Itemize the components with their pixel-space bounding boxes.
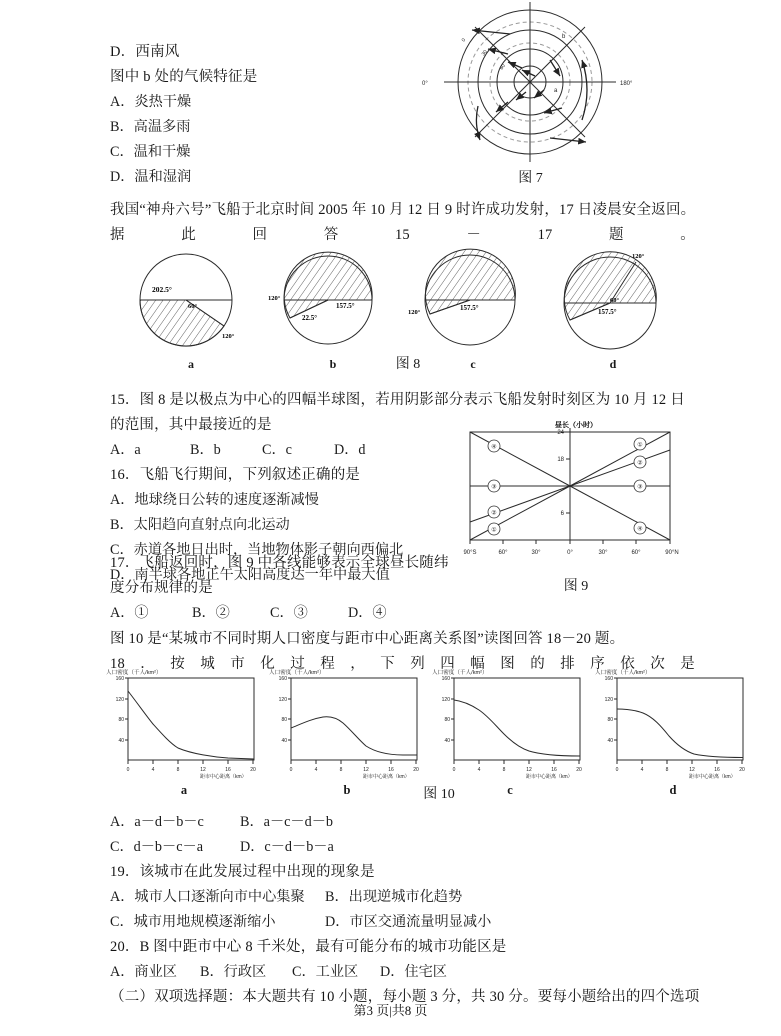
svg-text:④: ④ (491, 444, 497, 451)
fig9-ytick-6: 6 (560, 511, 564, 517)
fig10d-curve (617, 709, 743, 758)
q15-option-b[interactable]: B．b (190, 442, 221, 458)
fig10a-curve (128, 691, 254, 759)
q15-option-c[interactable]: C．c (262, 442, 292, 458)
fig9-ytick-18: 18 (557, 457, 564, 463)
q18-w19: 是 (680, 656, 695, 672)
svg-text:4: 4 (151, 767, 155, 773)
svg-text:40: 40 (281, 738, 287, 744)
q18-w16: 序 (590, 656, 605, 672)
fig8d-label-1575: 157.5° (598, 308, 617, 316)
svg-text:0: 0 (289, 767, 293, 773)
figure-10-panel-d-label: d (669, 783, 677, 797)
figure-10-panel-b (267, 666, 432, 797)
q19-option-d[interactable]: D．市区交通流量明显减小 (325, 914, 492, 930)
intro2-w6: 17 (537, 227, 553, 243)
fig9-xtick-60s: 60° (498, 550, 508, 556)
figure-10-panel-c-label: c (507, 783, 513, 797)
fig8b-label-1575: 157.5° (336, 302, 355, 310)
svg-text:距市中心距离（km）: 距市中心距离（km） (363, 774, 410, 780)
fig10-intro: 图 10 是“某城市不同时期人口密度与距市中心距离关系图”读图回答 18－20 题。 (110, 631, 625, 647)
q17-option-a[interactable]: A．① (110, 605, 149, 621)
figure-8-panel-d-label: d (609, 357, 617, 371)
figure-8-panel-a-label: a (188, 357, 194, 371)
figure-10 (104, 666, 774, 806)
svg-text:12: 12 (526, 767, 532, 773)
fig7-lat-60: 60 (498, 63, 507, 72)
shenzhou-intro-line2 (110, 223, 695, 248)
q17-stem-line2: 度分布规律的是 (110, 580, 213, 596)
fig9-xtick-30s: 30° (531, 550, 541, 556)
q18-options-row1 (110, 810, 510, 835)
page-footer: 第3 页|共8 页 (353, 1003, 428, 1018)
q18-option-c[interactable]: C．d－b－c－a (110, 839, 203, 855)
svg-text:距市中心距离（km）: 距市中心距离（km） (526, 774, 573, 780)
svg-text:8: 8 (665, 767, 669, 773)
svg-text:160: 160 (278, 676, 287, 682)
intro2-w0: 据 (110, 227, 125, 243)
svg-text:①: ① (491, 527, 497, 534)
svg-text:0: 0 (615, 767, 619, 773)
svg-text:80: 80 (118, 717, 124, 723)
svg-text:4: 4 (640, 767, 644, 773)
q19-stem: 19．该城市在此发展过程中出现的现象是 (110, 864, 375, 880)
svg-text:16: 16 (225, 767, 231, 773)
shenzhou-intro: 我国“神舟六号”飞船于北京时间 2005 年 10 月 12 日 9 时许成功发射，17 日凌晨安全返回。 (110, 202, 696, 218)
q18-w6: 过 (290, 656, 305, 672)
q16-option-d[interactable]: D．南半球各地正午太阳高度达一年中最大值 (110, 567, 390, 583)
fig8a-label-120: 120° (222, 333, 235, 340)
q18-w7: 程 (320, 656, 335, 672)
intro2-w5: － (466, 227, 482, 243)
q14b-option-b[interactable]: B．高温多雨 (110, 119, 191, 135)
figure-7-caption: 图 7 (518, 171, 543, 186)
svg-text:4: 4 (314, 767, 318, 773)
q15-option-a[interactable]: A．a (110, 442, 141, 458)
q18-w5: 化 (260, 656, 275, 672)
svg-text:120: 120 (604, 697, 613, 703)
svg-text:16: 16 (388, 767, 394, 773)
q18-w13: 图 (500, 656, 515, 672)
fig8b-label-225: 22.5° (302, 314, 318, 322)
q18-w10: 列 (410, 656, 425, 672)
q18-w9: 下 (380, 656, 395, 672)
svg-text:距市中心距离（km）: 距市中心距离（km） (200, 774, 247, 780)
q19-option-c[interactable]: C．城市用地规模逐渐缩小 (110, 914, 276, 930)
figure-9 (460, 418, 692, 600)
q20-stem: 20．B 图中距市中心 8 千米处，最有可能分布的城市功能区是 (110, 939, 507, 955)
fig9-xtick-90n: 90°N (665, 550, 679, 556)
q16-stem: 16．飞船飞行期间，下列叙述正确的是 (110, 467, 361, 483)
figure-9-caption: 图 9 (563, 579, 589, 594)
svg-text:12: 12 (200, 767, 206, 773)
fig9-xtick-30n: 30° (598, 550, 608, 556)
figure-8-panel-b (268, 248, 398, 370)
figure-10-caption: 图 10 (423, 787, 455, 802)
fig7-label-left: 0° (422, 81, 428, 87)
q16-option-a[interactable]: A．地球绕日公转的速度逐渐减慢 (110, 492, 319, 508)
fig7-lat-30: 30 (480, 49, 489, 58)
q14b-stem: 图中 b 处的气候特征是 (110, 69, 258, 85)
q19-options-row1 (110, 885, 590, 910)
q17-stem-line1: 17．飞船返回时，图 9 中各线能够表示全球昼长随纬 (110, 555, 449, 571)
fig8c-label-1575: 157.5° (460, 304, 479, 312)
svg-text:0: 0 (452, 767, 456, 773)
intro2-w3: 答 (323, 227, 339, 243)
svg-text:80: 80 (607, 717, 613, 723)
figure-8-panel-c (408, 248, 538, 370)
q18-w0: 18 (110, 656, 125, 672)
svg-text:①: ① (637, 442, 643, 449)
q18-w12: 幅 (470, 656, 485, 672)
q19-option-b[interactable]: B．出现逆城市化趋势 (325, 889, 463, 905)
q17-option-b[interactable]: B．② (192, 605, 230, 621)
svg-text:③: ③ (637, 484, 643, 491)
figure-10-panel-d (593, 666, 758, 797)
q18-w17: 依 (620, 656, 635, 672)
section2-intro: （二）双项选择题：本大题共有 10 小题，每小题 3 分，共 30 分。要每小题给出的四个选项 (110, 989, 700, 1005)
fig8d-label-60: 60° (610, 297, 620, 304)
q14b-option-a[interactable]: A．炎热干燥 (110, 94, 192, 110)
q14b-option-c[interactable]: C．温和干燥 (110, 144, 191, 160)
svg-text:20: 20 (413, 767, 419, 773)
q16-option-b[interactable]: B．太阳趋向直射点向北运动 (110, 517, 290, 533)
svg-text:120: 120 (115, 697, 124, 703)
svg-text:160: 160 (441, 676, 450, 682)
figure-8-panel-d (548, 248, 678, 370)
q18-w11: 四 (440, 656, 455, 672)
svg-text:16: 16 (551, 767, 557, 773)
q17-option-d[interactable]: D．④ (348, 605, 387, 621)
svg-text:20: 20 (739, 767, 745, 773)
q15-stem-line1: 15．图 8 是以极点为中心的四幅半球图，若用阴影部分表示飞船发射时刻区为 10 月 12 日 (110, 392, 685, 408)
fig8a-label-60: 60° (188, 303, 198, 310)
fig8a-label-2025: 202.5° (152, 285, 172, 294)
fig8c-label-120: 120° (408, 309, 421, 316)
figure-8-panel-a (126, 248, 256, 370)
svg-text:20: 20 (576, 767, 582, 773)
figure-10-panel-a (104, 666, 269, 797)
svg-text:80: 80 (281, 717, 287, 723)
q15-options (110, 438, 410, 463)
q18-w15: 排 (560, 656, 575, 672)
intro2-w8: 。 (680, 227, 695, 243)
figure-10-panel-a-label: a (180, 783, 188, 797)
svg-text:0: 0 (126, 767, 130, 773)
svg-text:8: 8 (502, 767, 506, 773)
q14-tail-option: D．西南风 (110, 44, 180, 60)
svg-text:②: ② (491, 510, 497, 517)
figure-8 (108, 248, 708, 378)
fig9-y-axis-title: 昼长（小时） (555, 421, 597, 429)
fig7-lat-0: 0 (460, 37, 468, 44)
svg-text:16: 16 (714, 767, 720, 773)
q20-options (110, 960, 450, 985)
fig9-xtick-60n: 60° (631, 550, 641, 556)
svg-text:80: 80 (444, 717, 450, 723)
figure-8-panel-c-label: c (470, 357, 476, 371)
q20-option-b[interactable]: B．行政区 (200, 964, 267, 980)
q18-options-row2 (110, 835, 510, 860)
q18-w1: ． (140, 656, 155, 672)
fig9-xtick-0: 0° (567, 550, 573, 556)
q20-option-d[interactable]: D．住宅区 (380, 964, 447, 980)
intro2-w1: 此 (181, 227, 196, 243)
q18-w4: 市 (230, 656, 245, 672)
q18-w3: 城 (200, 656, 215, 672)
svg-text:12: 12 (689, 767, 695, 773)
fig10c-curve (454, 700, 580, 756)
svg-text:40: 40 (607, 738, 613, 744)
q15-stem-line2: 的范围，其中最接近的是 (110, 417, 272, 433)
svg-text:160: 160 (115, 676, 124, 682)
fig10b-ylabel: 人口密度（千人/km²） (269, 670, 325, 676)
q19-option-a[interactable]: A．城市人口逐渐向市中心集聚 (110, 889, 305, 905)
svg-text:④: ④ (637, 526, 643, 533)
figure-7 (418, 2, 643, 190)
svg-text:8: 8 (339, 767, 343, 773)
q17-option-c[interactable]: C．③ (270, 605, 308, 621)
svg-text:4: 4 (477, 767, 481, 773)
figure-8-caption: 图 8 (395, 357, 421, 372)
q18-w2: 按 (170, 656, 185, 672)
figure-10-panel-b-label: b (343, 783, 351, 797)
svg-text:8: 8 (176, 767, 180, 773)
q16-option-c[interactable]: C．赤道各地日出时，当地物体影子朝向西偏北 (110, 542, 404, 558)
q14b-option-d[interactable]: D．温和湿润 (110, 169, 192, 185)
q20-option-a[interactable]: A．商业区 (110, 964, 177, 980)
svg-text:12: 12 (363, 767, 369, 773)
fig8b-label-120: 120° (268, 295, 281, 302)
fig7-point-a: a (554, 88, 558, 94)
q18-option-b[interactable]: B．a－c－d－b (240, 814, 333, 830)
figure-8-panel-b-label: b (329, 357, 337, 371)
fig10a-ylabel: 人口密度（千人/km²） (106, 670, 162, 676)
fig7-label-right: 180° (620, 81, 633, 87)
intro2-w7: 题 (609, 227, 624, 243)
q20-option-c[interactable]: C．工业区 (292, 964, 359, 980)
fig9-xtick-90s: 90°S (463, 550, 477, 556)
fig9-ytick-24: 24 (557, 430, 564, 436)
fig10c-ylabel: 人口密度（千人/km²） (432, 670, 488, 676)
q15-option-d[interactable]: D．d (334, 442, 366, 458)
q18-w8: ， (350, 656, 365, 672)
fig10d-ylabel: 人口密度（千人/km²） (595, 670, 651, 676)
q19-options-row2 (110, 910, 590, 935)
svg-text:③: ③ (491, 484, 497, 491)
fig10b-curve (291, 717, 417, 755)
svg-text:120: 120 (278, 697, 287, 703)
fig8d-label-120: 120° (632, 253, 645, 260)
svg-text:160: 160 (604, 676, 613, 682)
intro2-w4: 15 (394, 227, 410, 243)
q18-w14: 的 (530, 656, 545, 672)
intro2-w2: 回 (252, 227, 268, 243)
fig7-point-b: b (562, 34, 566, 40)
svg-text:120: 120 (441, 697, 450, 703)
svg-text:20: 20 (250, 767, 256, 773)
q18-option-a[interactable]: A．a－d－b－c (110, 814, 204, 830)
svg-text:②: ② (637, 460, 643, 467)
svg-text:40: 40 (118, 738, 124, 744)
svg-text:距市中心距离（km）: 距市中心距离（km） (689, 774, 736, 780)
svg-text:40: 40 (444, 738, 450, 744)
q18-w18: 次 (650, 656, 665, 672)
q18-option-d[interactable]: D．c－d－b－a (240, 839, 334, 855)
q17-options (110, 601, 420, 626)
